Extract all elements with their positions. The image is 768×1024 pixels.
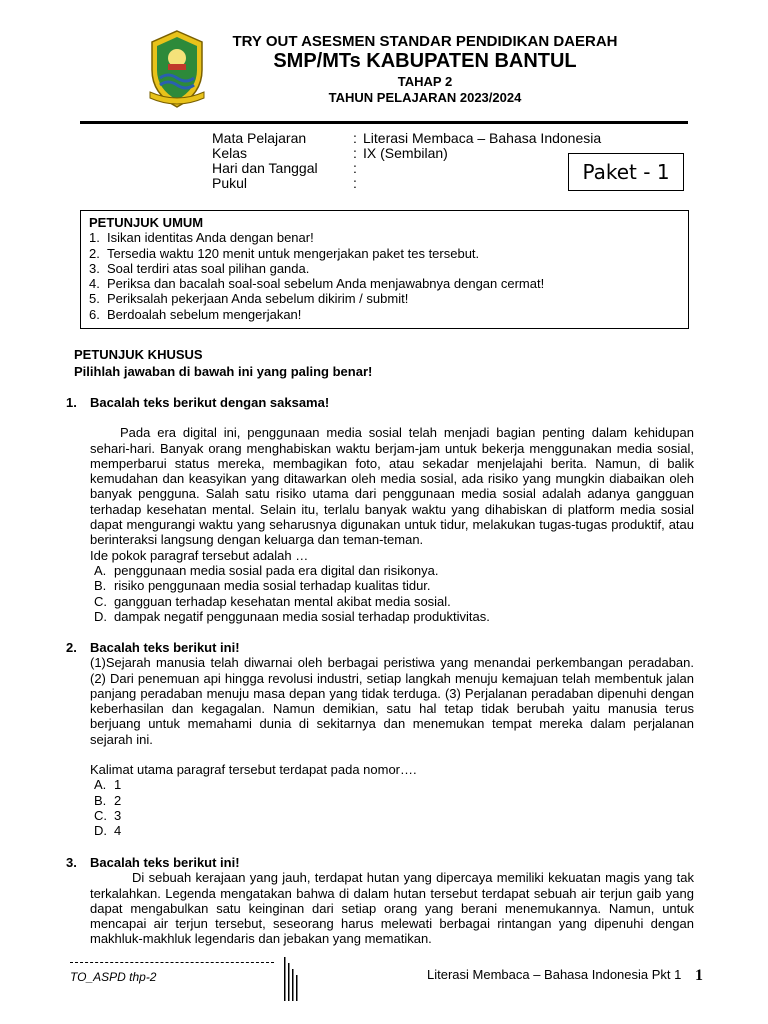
option-text: 2 bbox=[114, 792, 122, 808]
question-heading bbox=[66, 395, 694, 410]
header-year: TAHUN PELAJARAN 2023/2024 bbox=[328, 90, 522, 105]
question-prompt: Kalimat utama paragraf tersebut terdapat pada nomor…. bbox=[90, 762, 417, 778]
option-text: risiko penggunaan media sosial terhadap kualitas tidur. bbox=[114, 578, 431, 594]
info-row bbox=[212, 176, 601, 191]
paket-badge: Paket - 1 bbox=[568, 153, 684, 191]
header-title-line2: SMP/MTs KABUPATEN BANTUL bbox=[273, 50, 577, 72]
header-title-line1: TRY OUT ASESMEN STANDAR PENDIDIKAN DAERAH bbox=[232, 33, 618, 50]
instruction-item bbox=[89, 246, 680, 261]
footer-title: Literasi Membaca – Bahasa Indonesia Pkt 1 bbox=[427, 967, 682, 982]
answer-option[interactable] bbox=[94, 609, 694, 624]
info-value: Literasi Membaca – Bahasa Indonesia bbox=[363, 130, 602, 146]
bantul-emblem-icon bbox=[146, 28, 208, 110]
question-heading-text: Bacalah teks berikut ini! bbox=[90, 855, 240, 870]
option-text: 4 bbox=[114, 823, 122, 839]
option-text: penggunaan media sosial pada era digital dan risikonya. bbox=[114, 562, 439, 578]
answer-option[interactable] bbox=[94, 594, 694, 609]
instruction-item bbox=[89, 261, 680, 276]
option-letter: B. bbox=[94, 792, 107, 808]
instruction-item bbox=[89, 307, 680, 322]
option-letter: B. bbox=[94, 578, 107, 594]
info-separator: : bbox=[353, 145, 357, 161]
option-letter: C. bbox=[94, 593, 107, 609]
footer-code: TO_ASPD thp-2 bbox=[70, 970, 157, 984]
question-passage: (1)Sejarah manusia telah diwarnai oleh berbagai peristiwa yang menandai perkembangan peradaban. (2) Dari penemuan api hingga revolusi industri, setiap langkah menuju kemajuan telah membentuk jalan panjang peradaban menuju masa depan yang tidak terduga. (3) Perjalanan peradaban dipenuhi dengan keberhasilan dan kegagalan. Namun demikian, satu hal tetap tidak berubah yaitu manusia terus berjuang untuk memahami dunia di sekitarnya dan menemukan tempat mereka dalam perjalanan sejarah ini. bbox=[90, 655, 694, 747]
info-value: IX (Sembilan) bbox=[363, 145, 448, 161]
instruction-item bbox=[89, 291, 680, 306]
instruction-text: Tersedia waktu 120 menit untuk mengerjakan paket tes tersebut. bbox=[107, 245, 480, 261]
page-number: 1 bbox=[695, 967, 703, 984]
question-heading-text: Bacalah teks berikut dengan saksama! bbox=[90, 395, 330, 410]
option-letter: A. bbox=[94, 562, 107, 578]
option-text: 1 bbox=[114, 777, 122, 793]
info-label: Hari dan Tanggal bbox=[212, 160, 318, 176]
question-1 bbox=[66, 395, 694, 624]
barcode-icon bbox=[284, 955, 298, 1003]
info-row bbox=[212, 161, 601, 176]
option-text: 3 bbox=[114, 807, 122, 823]
question-prompt: Ide pokok paragraf tersebut adalah … bbox=[90, 547, 309, 563]
question-3 bbox=[66, 855, 694, 947]
answer-option[interactable] bbox=[94, 823, 694, 838]
info-label: Pukul bbox=[212, 175, 248, 191]
info-row bbox=[212, 146, 601, 161]
general-instructions-title: PETUNJUK UMUM bbox=[89, 215, 204, 230]
special-instructions-title: PETUNJUK KHUSUS bbox=[74, 347, 203, 362]
info-separator: : bbox=[353, 175, 357, 191]
option-letter: A. bbox=[94, 777, 107, 793]
answer-option[interactable] bbox=[94, 808, 694, 823]
header-divider bbox=[80, 121, 688, 124]
instruction-item bbox=[89, 230, 680, 245]
answer-option[interactable] bbox=[94, 563, 694, 578]
instruction-text: Periksalah pekerjaan Anda sebelum dikirim / submit! bbox=[107, 291, 409, 307]
info-row bbox=[212, 131, 601, 146]
answer-option[interactable] bbox=[94, 793, 694, 808]
question-number: 1. bbox=[66, 395, 77, 410]
instruction-number: 4. bbox=[89, 276, 100, 292]
instruction-number: 1. bbox=[89, 230, 100, 246]
instruction-number: 5. bbox=[89, 291, 100, 307]
info-label: Mata Pelajaran bbox=[212, 130, 307, 146]
special-instructions-subtitle: Pilihlah jawaban di bawah ini yang paling benar! bbox=[74, 364, 373, 379]
question-passage: Pada era digital ini, penggunaan media sosial telah menjadi bagian penting dalam kehidupan sehari-hari. Banyak orang menghabiskan waktu berjam-jam untuk bekerja menggunakan media sosial, memperbarui status mereka, membagikan foto, atau sekadar menjelajahi berita. Namun, di balik kemudahan dan keasyikan yang ditawarkan oleh media sosial, ada risiko yang mungkin diabaikan oleh banyak pengguna. Salah satu risiko utama dari penggunaan media sosial adalah adanya gangguan terhadap kesehatan mental. Selain itu, terlalu banyak waktu yang dihabiskan di platform media sosial dapat mengurangi waktu yang seharusnya digunakan untuk tidur, melakukan tugas-tugas produktif, atau berinteraksi langsung dengan keluarga dan teman-teman. bbox=[90, 425, 694, 548]
option-text: gangguan terhadap kesehatan mental akibat media sosial. bbox=[114, 593, 451, 609]
question-heading bbox=[66, 855, 694, 870]
question-number: 3. bbox=[66, 855, 77, 870]
question-number: 2. bbox=[66, 640, 77, 655]
instruction-number: 6. bbox=[89, 306, 100, 322]
option-text: dampak negatif penggunaan media sosial terhadap produktivitas. bbox=[114, 608, 490, 624]
option-letter: C. bbox=[94, 807, 107, 823]
answer-option[interactable] bbox=[94, 777, 694, 792]
answer-option[interactable] bbox=[94, 578, 694, 593]
instruction-number: 3. bbox=[89, 260, 100, 276]
instruction-text: Isikan identitas Anda dengan benar! bbox=[107, 230, 314, 246]
instruction-text: Periksa dan bacalah soal-soal sebelum Anda menjawabnya dengan cermat! bbox=[107, 276, 545, 292]
instruction-text: Soal terdiri atas soal pilihan ganda. bbox=[107, 260, 310, 276]
question-heading bbox=[66, 640, 694, 655]
footer-divider bbox=[70, 962, 274, 963]
instruction-item bbox=[89, 276, 680, 291]
option-letter: D. bbox=[94, 823, 107, 839]
exam-info bbox=[212, 131, 601, 191]
header-stage: TAHAP 2 bbox=[397, 74, 453, 89]
info-separator: : bbox=[353, 160, 357, 176]
info-separator: : bbox=[353, 130, 357, 146]
question-2 bbox=[66, 640, 694, 839]
instruction-text: Berdoalah sebelum mengerjakan! bbox=[107, 306, 302, 322]
question-passage: Di sebuah kerajaan yang jauh, terdapat hutan yang dipercaya memiliki kekuatan magis yang tak terkalahkan. Legenda mengatakan bahwa di dalam hutan tersebut terdapat sebuah air terjun gaib yang dapat mengabulkan satu keinginan dari setiap orang yang berani menemukannya. Namun, untuk mencapai air terjun tersebut, seseorang harus melewati berbagai rintangan yang dipenuhi dengan makhluk-makhluk legendaris dan jebakan yang mematikan. bbox=[90, 870, 694, 947]
instruction-number: 2. bbox=[89, 245, 100, 261]
info-label: Kelas bbox=[212, 145, 248, 161]
general-instructions bbox=[80, 210, 689, 329]
question-heading-text: Bacalah teks berikut ini! bbox=[90, 640, 240, 655]
option-letter: D. bbox=[94, 608, 107, 624]
